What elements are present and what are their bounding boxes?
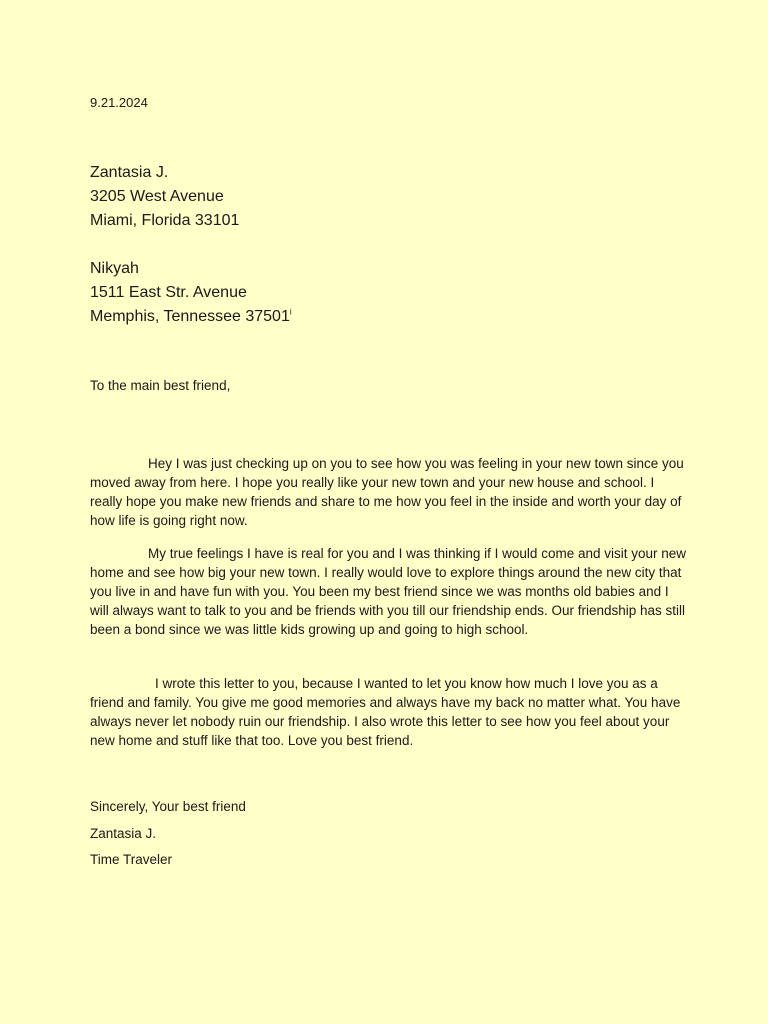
letter-date: 9.21.2024 [90, 95, 148, 110]
recipient-name: Nikyah [90, 260, 139, 277]
sender-name: Zantasia J. [90, 164, 169, 181]
footnote-mark: i [289, 307, 292, 317]
signature-name: Zantasia J. [90, 826, 157, 841]
signature-title: Time Traveler [90, 852, 173, 867]
salutation: To the main best friend, [90, 378, 231, 393]
paragraph-text-1: Hey I was just checking up on you to see how you was feeling in your new town since you moved away from here. I hope you really like your new town and your new house and school. I really hope you make new friends and share to me how you feel in the inside and worth your day of how life is going right now. [90, 456, 684, 528]
body-paragraph [90, 544, 686, 639]
sender-city: Miami, Florida 33101 [90, 212, 240, 229]
paragraph-text-3: I wrote this letter to you, because I wanted to let you know how much I love you as a friend and family. You give me good memories and always have my back no matter what. You have always never let nobody ruin our friendship. I also wrote this letter to see how you feel about your new home and stuff like that too. Love you best friend. [90, 676, 681, 748]
recipient-city-line [90, 305, 292, 329]
recipient-city: Memphis, Tennessee 37501 [90, 308, 290, 325]
body-paragraph [90, 454, 686, 530]
sender-street: 3205 West Avenue [90, 188, 224, 205]
body-paragraph [90, 674, 686, 750]
recipient-address [90, 257, 292, 329]
closing-line: Sincerely, Your best friend [90, 799, 246, 814]
sender-address [90, 161, 239, 233]
paragraph-text-2: My true feelings I have is real for you and I was thinking if I would come and visit your new home and see how big your new town. I really would love to explore things around the new city that you live in and have fun with you. You been my best friend since we was months old babies and I will always want to talk to you and be friends with you till our friendship ends. Our friendship has still been a bond since we was little kids growing up and going to high school. [90, 546, 687, 637]
recipient-street: 1511 East Str. Avenue [90, 284, 247, 301]
